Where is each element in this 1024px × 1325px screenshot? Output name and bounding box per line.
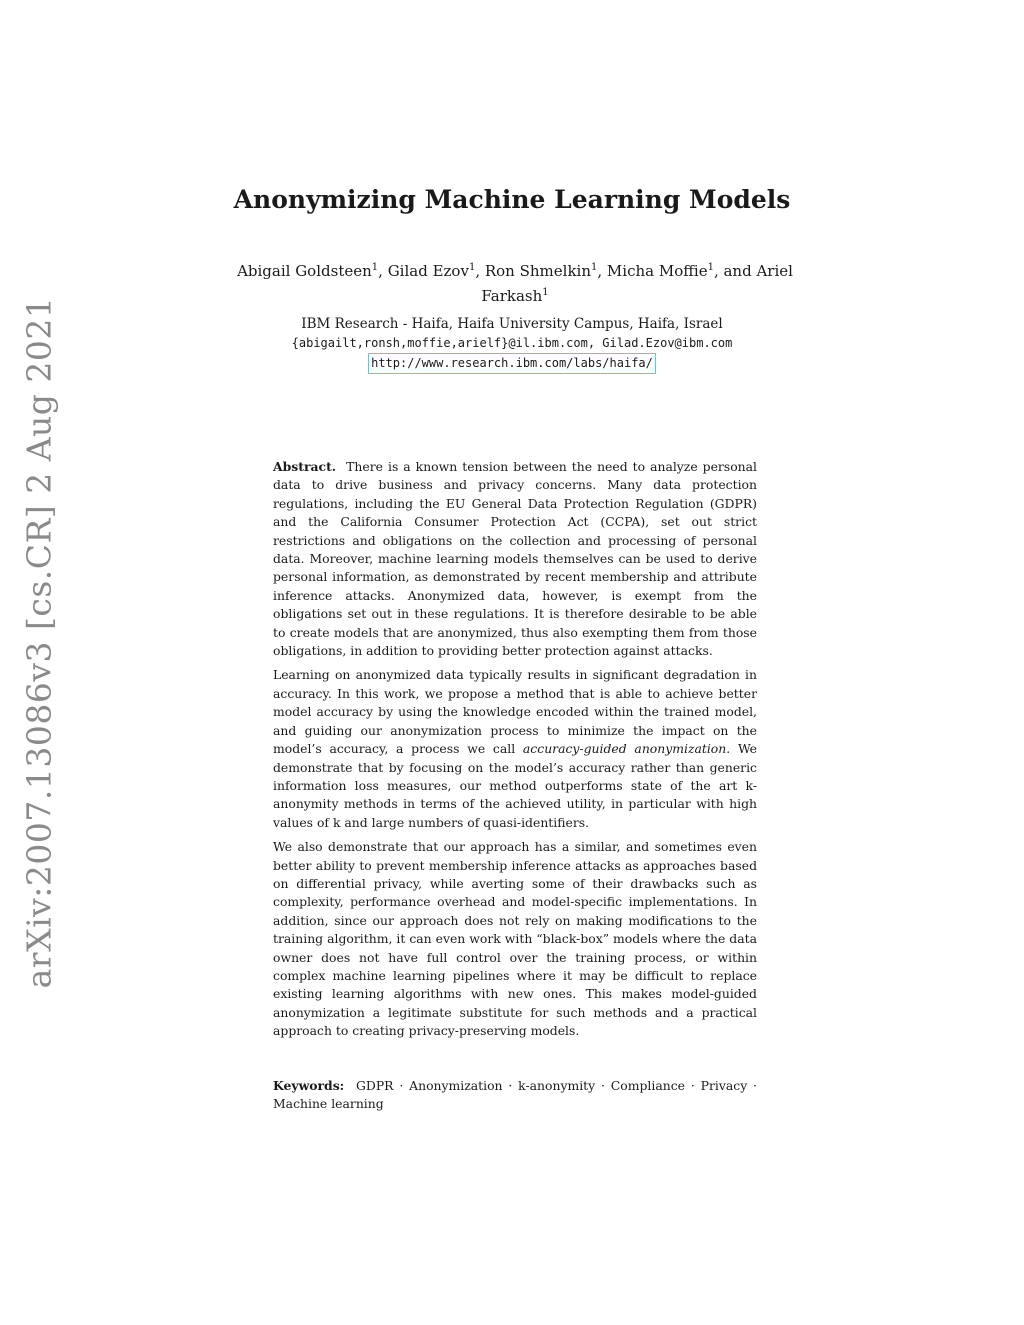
author-name: Ron Shmelkin — [484, 262, 591, 280]
abstract-paragraph — [273, 838, 757, 1040]
keywords-section — [273, 1077, 757, 1114]
author-name: Abigail Goldsteen — [237, 262, 372, 280]
author-affiliation-mark: 1 — [542, 287, 549, 298]
abstract-text: We also demonstrate that our approach has a similar, and sometimes even better ability to prevent membership inference attacks as approaches based on differential privacy, while averting some of their drawbacks such as complexity, performance overhead and model-specific implementations. In addition, since our approach does not rely on making modifications to the training algorithm, it can even work with “black-box” models where the data owner does not have full control over the training process, or within complex machine learning pipelines where it may be difficult to replace existing learning algorithms with new ones. This makes model-guided anonymization a legitimate substitute for such methods and a practical approach to creating privacy-preserving models. — [273, 839, 757, 1039]
author-emails: {abigailt,ronsh,moffie,arielf}@il.ibm.com, Gilad.Ezov@ibm.com — [291, 336, 733, 350]
author-affiliation-mark: 1 — [707, 262, 714, 273]
abstract-emphasis: accuracy-guided anonymization. — [522, 741, 731, 757]
arxiv-identifier: arXiv:2007.13086v3 [cs.CR] 2 Aug 2021 — [19, 296, 59, 989]
affiliation-block — [0, 315, 1024, 374]
arxiv-sidebar-stamp — [2, 296, 76, 989]
keywords-label: Keywords: — [273, 1078, 345, 1093]
lab-url-link[interactable]: http://www.research.ibm.com/labs/haifa/ — [368, 353, 656, 374]
keywords-text: GDPR · Anonymization · k-anonymity · Compliance · Privacy · Machine learning — [273, 1078, 757, 1112]
affiliation-text: IBM Research - Haifa, Haifa University Campus, Haifa, Israel — [301, 316, 723, 332]
author-affiliation-mark: 1 — [591, 262, 598, 273]
abstract-text: We demonstrate that by focusing on the model’s accuracy rather than generic information loss measures, our method outperforms state of the art k-anonymity methods in terms of the achieved utility, in particular with high values of k and large numbers of quasi-identifiers. — [273, 741, 757, 830]
author-name: Gilad Ezov — [387, 262, 469, 280]
author-affiliation-mark: 1 — [371, 262, 379, 273]
abstract-paragraph — [273, 458, 757, 660]
abstract-section — [273, 458, 757, 1047]
abstract-text: Learning on anonymized data typically results in significant degradation in accuracy. In this work, we propose a method that is able to achieve better model accuracy by using the knowledge encoded within the trained model, and guiding our anonymization process to minimize the impact on the model’s accuracy, a process we call — [273, 667, 757, 757]
abstract-text: There is a known tension between the need to analyze personal data to drive business and privacy concerns. Many data protection regulations, including the EU General Data Protection Regulation (GDPR) and the California Consumer Protection Act (CCPA), set out strict restrictions and obligations on the collection and processing of personal data. Moreover, machine learning models themselves can be used to derive personal information, as demonstrated by recent membership and attribute inference attacks. Anonymized data, however, is exempt from the obligations set out in these regulations. It is therefore desirable to be able to create models that are anonymized, thus also exempting them from those obligations, in addition to providing better protection against attacks. — [273, 459, 757, 659]
author-name: Farkash — [481, 287, 543, 305]
author-name: Micha Moffie — [606, 262, 708, 280]
author-list: Abigail Goldsteen$^1$, Gilad Ezov$^1$, Ron Shmelkin$^1$, Micha Moffie$^1$, and Ariel Farkash$^1$ — [237, 262, 793, 305]
abstract-paragraph — [273, 666, 757, 832]
author-affiliation-mark: 1 — [468, 262, 476, 273]
author-conjunction: , and Ariel — [713, 262, 793, 280]
paper-title: Anonymizing Machine Learning Models — [233, 185, 791, 214]
abstract-label: Abstract. — [273, 459, 337, 474]
